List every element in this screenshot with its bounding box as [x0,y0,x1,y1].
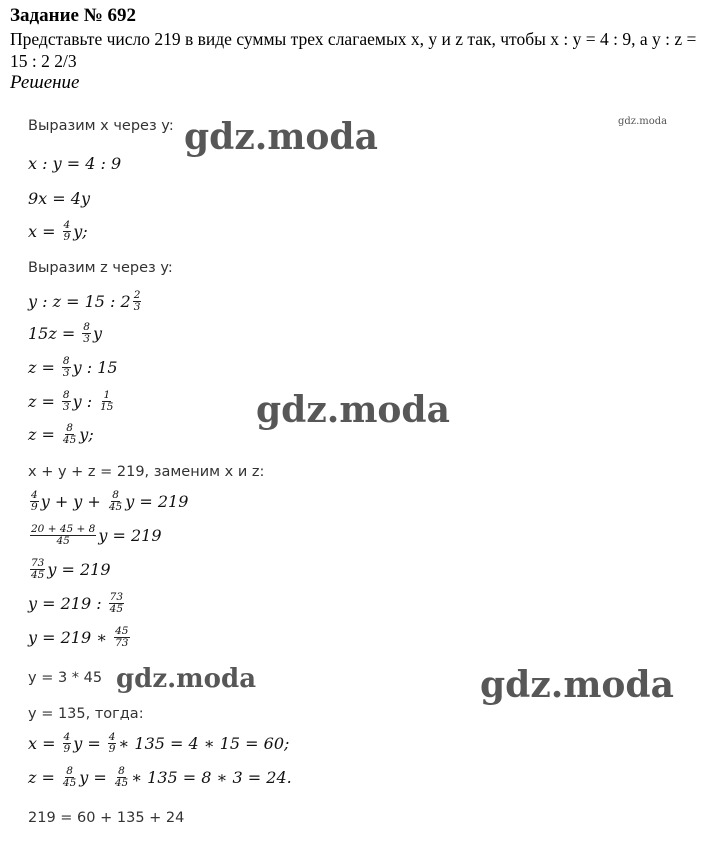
numerator: 8 [112,489,119,501]
numerator: 8 [66,765,73,777]
solution-line-9 [28,390,117,413]
denominator: 3 [62,401,70,413]
fraction [30,558,45,581]
expr-part: y : 15 [72,358,118,377]
fraction [62,390,71,413]
numerator: 45 [115,625,129,637]
solution-line-17: y = 3 * 45 [28,670,103,686]
numerator: 20 + 45 + 8 [31,523,96,535]
fraction [109,592,124,615]
solution-line-4 [28,220,88,243]
solution-line-12 [28,490,188,513]
denominator: 45 [109,603,124,615]
denominator: 9 [108,743,116,755]
solution-line-11: x + y + z = 219, заменим x и z: [28,464,265,480]
expr-part: z = [28,425,55,444]
numerator: 8 [118,765,125,777]
expr-part: y [92,324,103,343]
solution-line-10 [28,423,94,446]
numerator: 2 [133,289,141,301]
numerator: 4 [108,731,116,743]
task-text: Представьте число 219 в виде суммы трех слагаемых x, y и z так, чтобы x : y = 4 : 9, а y : z = 15 : 2 2/3 [10,29,697,71]
solution-line-18: y = 135, тогда: [28,706,144,722]
fraction [114,626,129,649]
denominator: 3 [62,367,70,379]
fraction [62,766,77,789]
solution-line-21: 219 = 60 + 135 + 24 [28,810,185,826]
numerator: 73 [31,557,45,569]
numerator: 8 [83,321,90,333]
numerator: 4 [63,731,71,743]
solution-line-20 [28,766,292,789]
solution-line-7 [28,322,102,345]
denominator: 3 [133,301,141,313]
denominator: 9 [63,231,71,243]
numerator: 8 [62,389,70,401]
expr-part: y = 219 ∗ [28,628,108,647]
expr-part: y = 219 : [28,594,102,613]
solution-line-19 [28,732,289,755]
numerator: 1 [103,389,111,401]
denominator: 45 [62,777,77,789]
solution-line-1: Выразим x через y: [28,118,174,134]
solution-line-5: Выразим z через y: [28,260,173,276]
solution-line-13 [28,524,162,547]
expr-part: 15z = [28,324,76,343]
watermark-2: gdz.moda [256,389,450,431]
expr-part: y + y + [40,492,101,511]
fraction [63,220,72,243]
denominator: 9 [31,501,38,513]
expr-part: y = [79,768,107,787]
task-header [10,4,710,94]
denominator: 45 [114,777,129,789]
numerator: 73 [109,591,124,603]
watermark-1: gdz.moda [184,116,378,158]
numerator: 4 [31,489,38,501]
expr-part: y; [79,425,94,444]
denominator: 9 [63,743,71,755]
fraction [108,490,123,513]
solution-line-6 [28,290,143,313]
denominator: 73 [115,637,129,649]
expr-part: y : [72,392,93,411]
numerator: 8 [66,422,73,434]
solution-line-14 [28,558,111,581]
expr-part: y : z = 15 : 2 [28,292,131,311]
task-title: Задание № 692 [10,5,137,26]
denominator: 45 [31,569,45,581]
expr-part: x = [28,222,56,241]
fraction [62,356,71,379]
expr-part: z = [28,768,55,787]
solution-line-8 [28,356,118,379]
expr-part: x = [28,734,56,753]
denominator: 45 [62,434,77,446]
denominator: 45 [56,535,70,547]
expr-part: y = 219 [125,492,189,511]
expr-part: ∗ 135 = 4 ∗ 15 = 60; [118,734,290,753]
solution-line-3: 9x = 4y [28,189,90,208]
denominator: 45 [108,501,123,513]
fraction [99,390,114,413]
solution-line-16 [28,626,132,649]
fraction [30,524,96,547]
numerator: 4 [63,219,71,231]
fraction [108,732,117,755]
fraction [82,322,91,345]
solution-line-2: x : y = 4 : 9 [28,154,122,173]
watermark-4: gdz.moda [480,664,674,706]
expr-part: y; [73,222,88,241]
fraction [133,290,142,313]
fraction [114,766,129,789]
fraction [62,423,77,446]
solution-label: Решение [10,72,80,93]
expr-part: y = 219 [98,526,162,545]
expr-part: z = [28,392,55,411]
watermark-small: gdz.moda [618,116,668,127]
fraction [63,732,72,755]
fraction [30,490,39,513]
expr-part: z = [28,358,55,377]
numerator: 8 [62,355,70,367]
expr-part: y = [73,734,101,753]
denominator: 15 [100,401,114,413]
solution-line-15 [28,592,126,615]
watermark-3: gdz.moda [116,664,257,694]
expr-part: ∗ 135 = 8 ∗ 3 = 24. [131,768,292,787]
expr-part: y = 219 [47,560,111,579]
denominator: 3 [83,333,90,345]
